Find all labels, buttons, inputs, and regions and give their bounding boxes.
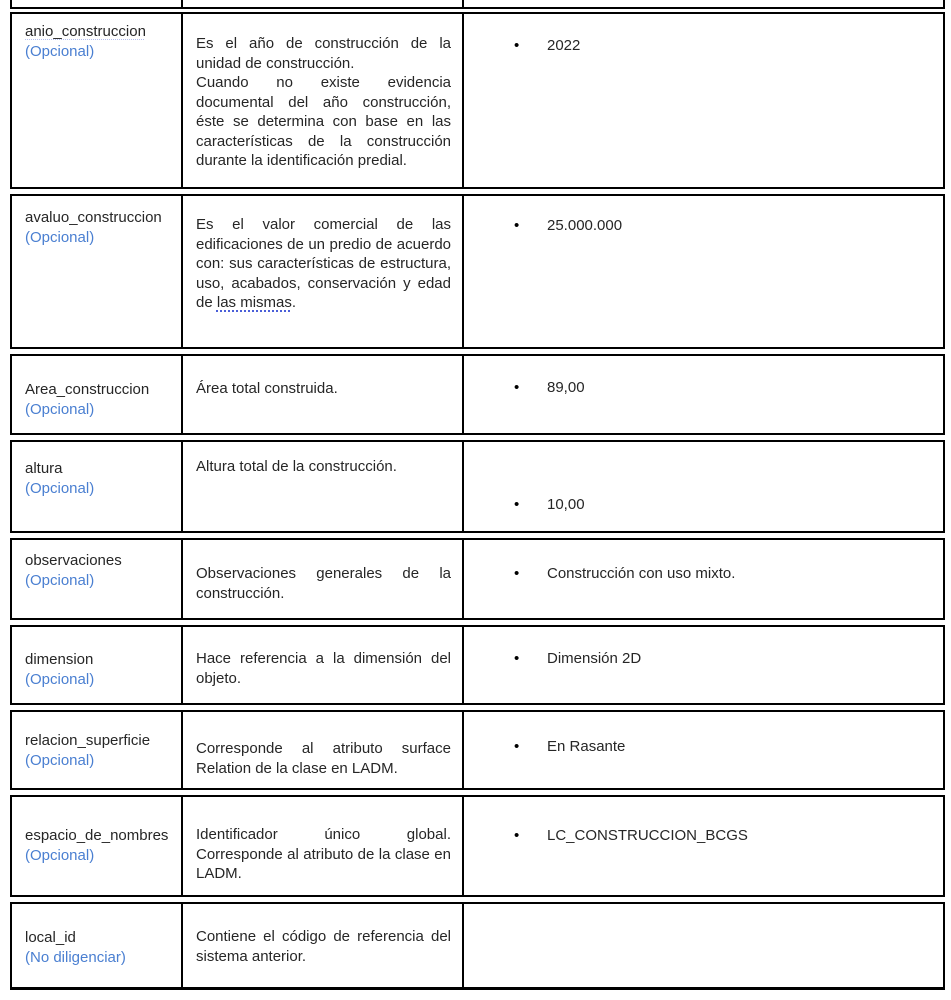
field-example-cell (464, 904, 943, 987)
field-requirement: (Opcional) (25, 480, 95, 497)
description-paragraph: Cuando no existe evidencia documental del año construcción, éste se determina con base en las características de la construcción durante la identificación predial. (196, 74, 451, 169)
table-row-anio-construccion (10, 12, 945, 189)
example-value: 10,00 (547, 496, 585, 513)
description-paragraph: Altura total de la construcción. (196, 458, 397, 475)
field-requirement: (Opcional) (25, 671, 95, 688)
field-description-cell (183, 797, 464, 895)
bullet-icon: • (514, 827, 520, 844)
field-name-cell (12, 627, 183, 703)
attribute-table (10, 0, 945, 990)
example-item (464, 379, 943, 396)
field-example-cell (464, 797, 943, 895)
truncated-cell (12, 0, 183, 7)
bullet-icon: • (514, 565, 520, 582)
description-paragraph: Corresponde al atributo surface Relation de la clase en LADM. (196, 740, 451, 777)
field-example-cell (464, 14, 943, 187)
field-example-cell (464, 712, 943, 788)
field-example-cell (464, 627, 943, 703)
field-name: anio_construccion (25, 23, 146, 40)
field-name-cell (12, 797, 183, 895)
field-requirement: (Opcional) (25, 229, 95, 246)
field-name: Area_construccion (25, 381, 150, 398)
field-name: local_id (25, 929, 76, 946)
field-name: altura (25, 460, 63, 477)
truncated-previous-row (10, 0, 945, 9)
field-description-cell (183, 712, 464, 788)
table-row-espacio-de-nombres (10, 795, 945, 897)
field-requirement: (Opcional) (25, 572, 95, 589)
table-row-observaciones (10, 538, 945, 620)
example-item (464, 650, 943, 667)
example-value: 25.000.000 (547, 217, 623, 234)
example-item (464, 217, 943, 234)
description-paragraph: Contiene el código de referencia del sistema anterior. (196, 928, 451, 965)
example-item (464, 565, 943, 582)
field-description-cell (183, 627, 464, 703)
field-name-cell (12, 196, 183, 347)
description-paragraph: Es el valor comercial de las edificaciones de un predio de acuerdo con: sus características de estructura, uso, acabados, conservación y edad de las mismas. (196, 216, 451, 311)
truncated-cell (464, 0, 943, 7)
description-paragraph: Observaciones generales de la construcción. (196, 565, 451, 602)
table-row-dimension (10, 625, 945, 705)
bullet-icon: • (514, 496, 520, 513)
field-name-cell (12, 712, 183, 788)
description-paragraph: Hace referencia a la dimensión del objeto. (196, 650, 451, 687)
description-paragraph: Es el año de construcción de la unidad de construcción. (196, 35, 451, 72)
field-name: dimension (25, 651, 94, 668)
bullet-icon: • (514, 37, 520, 54)
field-description-cell (183, 356, 464, 433)
field-requirement: (Opcional) (25, 752, 95, 769)
field-description-cell (183, 14, 464, 187)
field-requirement: (Opcional) (25, 43, 95, 60)
bullet-icon: • (514, 379, 520, 396)
field-name: espacio_de_nombres (25, 827, 169, 844)
field-requirement: (No diligenciar) (25, 949, 126, 966)
example-item (464, 37, 943, 54)
field-name: relacion_superficie (25, 732, 151, 749)
bullet-icon: • (514, 650, 520, 667)
field-name-cell (12, 14, 183, 187)
field-name-cell (12, 442, 183, 531)
table-row-altura (10, 440, 945, 533)
bullet-icon: • (514, 738, 520, 755)
example-value: 2022 (547, 37, 581, 54)
description-paragraph: Área total construida. (196, 380, 338, 397)
field-description-cell (183, 442, 464, 531)
example-item (464, 496, 943, 513)
table-row-relacion-superficie (10, 710, 945, 790)
field-name-cell (12, 904, 183, 987)
field-requirement: (Opcional) (25, 401, 95, 418)
example-item (464, 738, 943, 755)
field-name-cell (12, 356, 183, 433)
table-row-area-construccion (10, 354, 945, 435)
description-paragraph: Identificador único global. Corresponde al atributo de la clase en LADM. (196, 826, 451, 882)
field-description-cell (183, 540, 464, 618)
table-row-local-id (10, 902, 945, 990)
field-name: observaciones (25, 552, 122, 569)
example-value: Dimensión 2D (547, 650, 642, 667)
field-requirement: (Opcional) (25, 847, 95, 864)
example-item (464, 827, 943, 844)
example-value: 89,00 (547, 379, 585, 396)
field-description-cell (183, 904, 464, 987)
field-name: avaluo_construccion (25, 209, 162, 226)
example-value: Construcción con uso mixto. (547, 565, 736, 582)
field-example-cell (464, 540, 943, 618)
field-description-cell (183, 196, 464, 347)
grammar-flagged-text: las mismas (216, 294, 292, 311)
truncated-cell (183, 0, 464, 7)
table-row-avaluo-construccion (10, 194, 945, 349)
example-value: LC_CONSTRUCCION_BCGS (547, 827, 748, 844)
field-example-cell (464, 196, 943, 347)
example-value: En Rasante (547, 738, 626, 755)
field-example-cell (464, 442, 943, 531)
bullet-icon: • (514, 217, 520, 234)
field-name-cell (12, 540, 183, 618)
field-example-cell (464, 356, 943, 433)
